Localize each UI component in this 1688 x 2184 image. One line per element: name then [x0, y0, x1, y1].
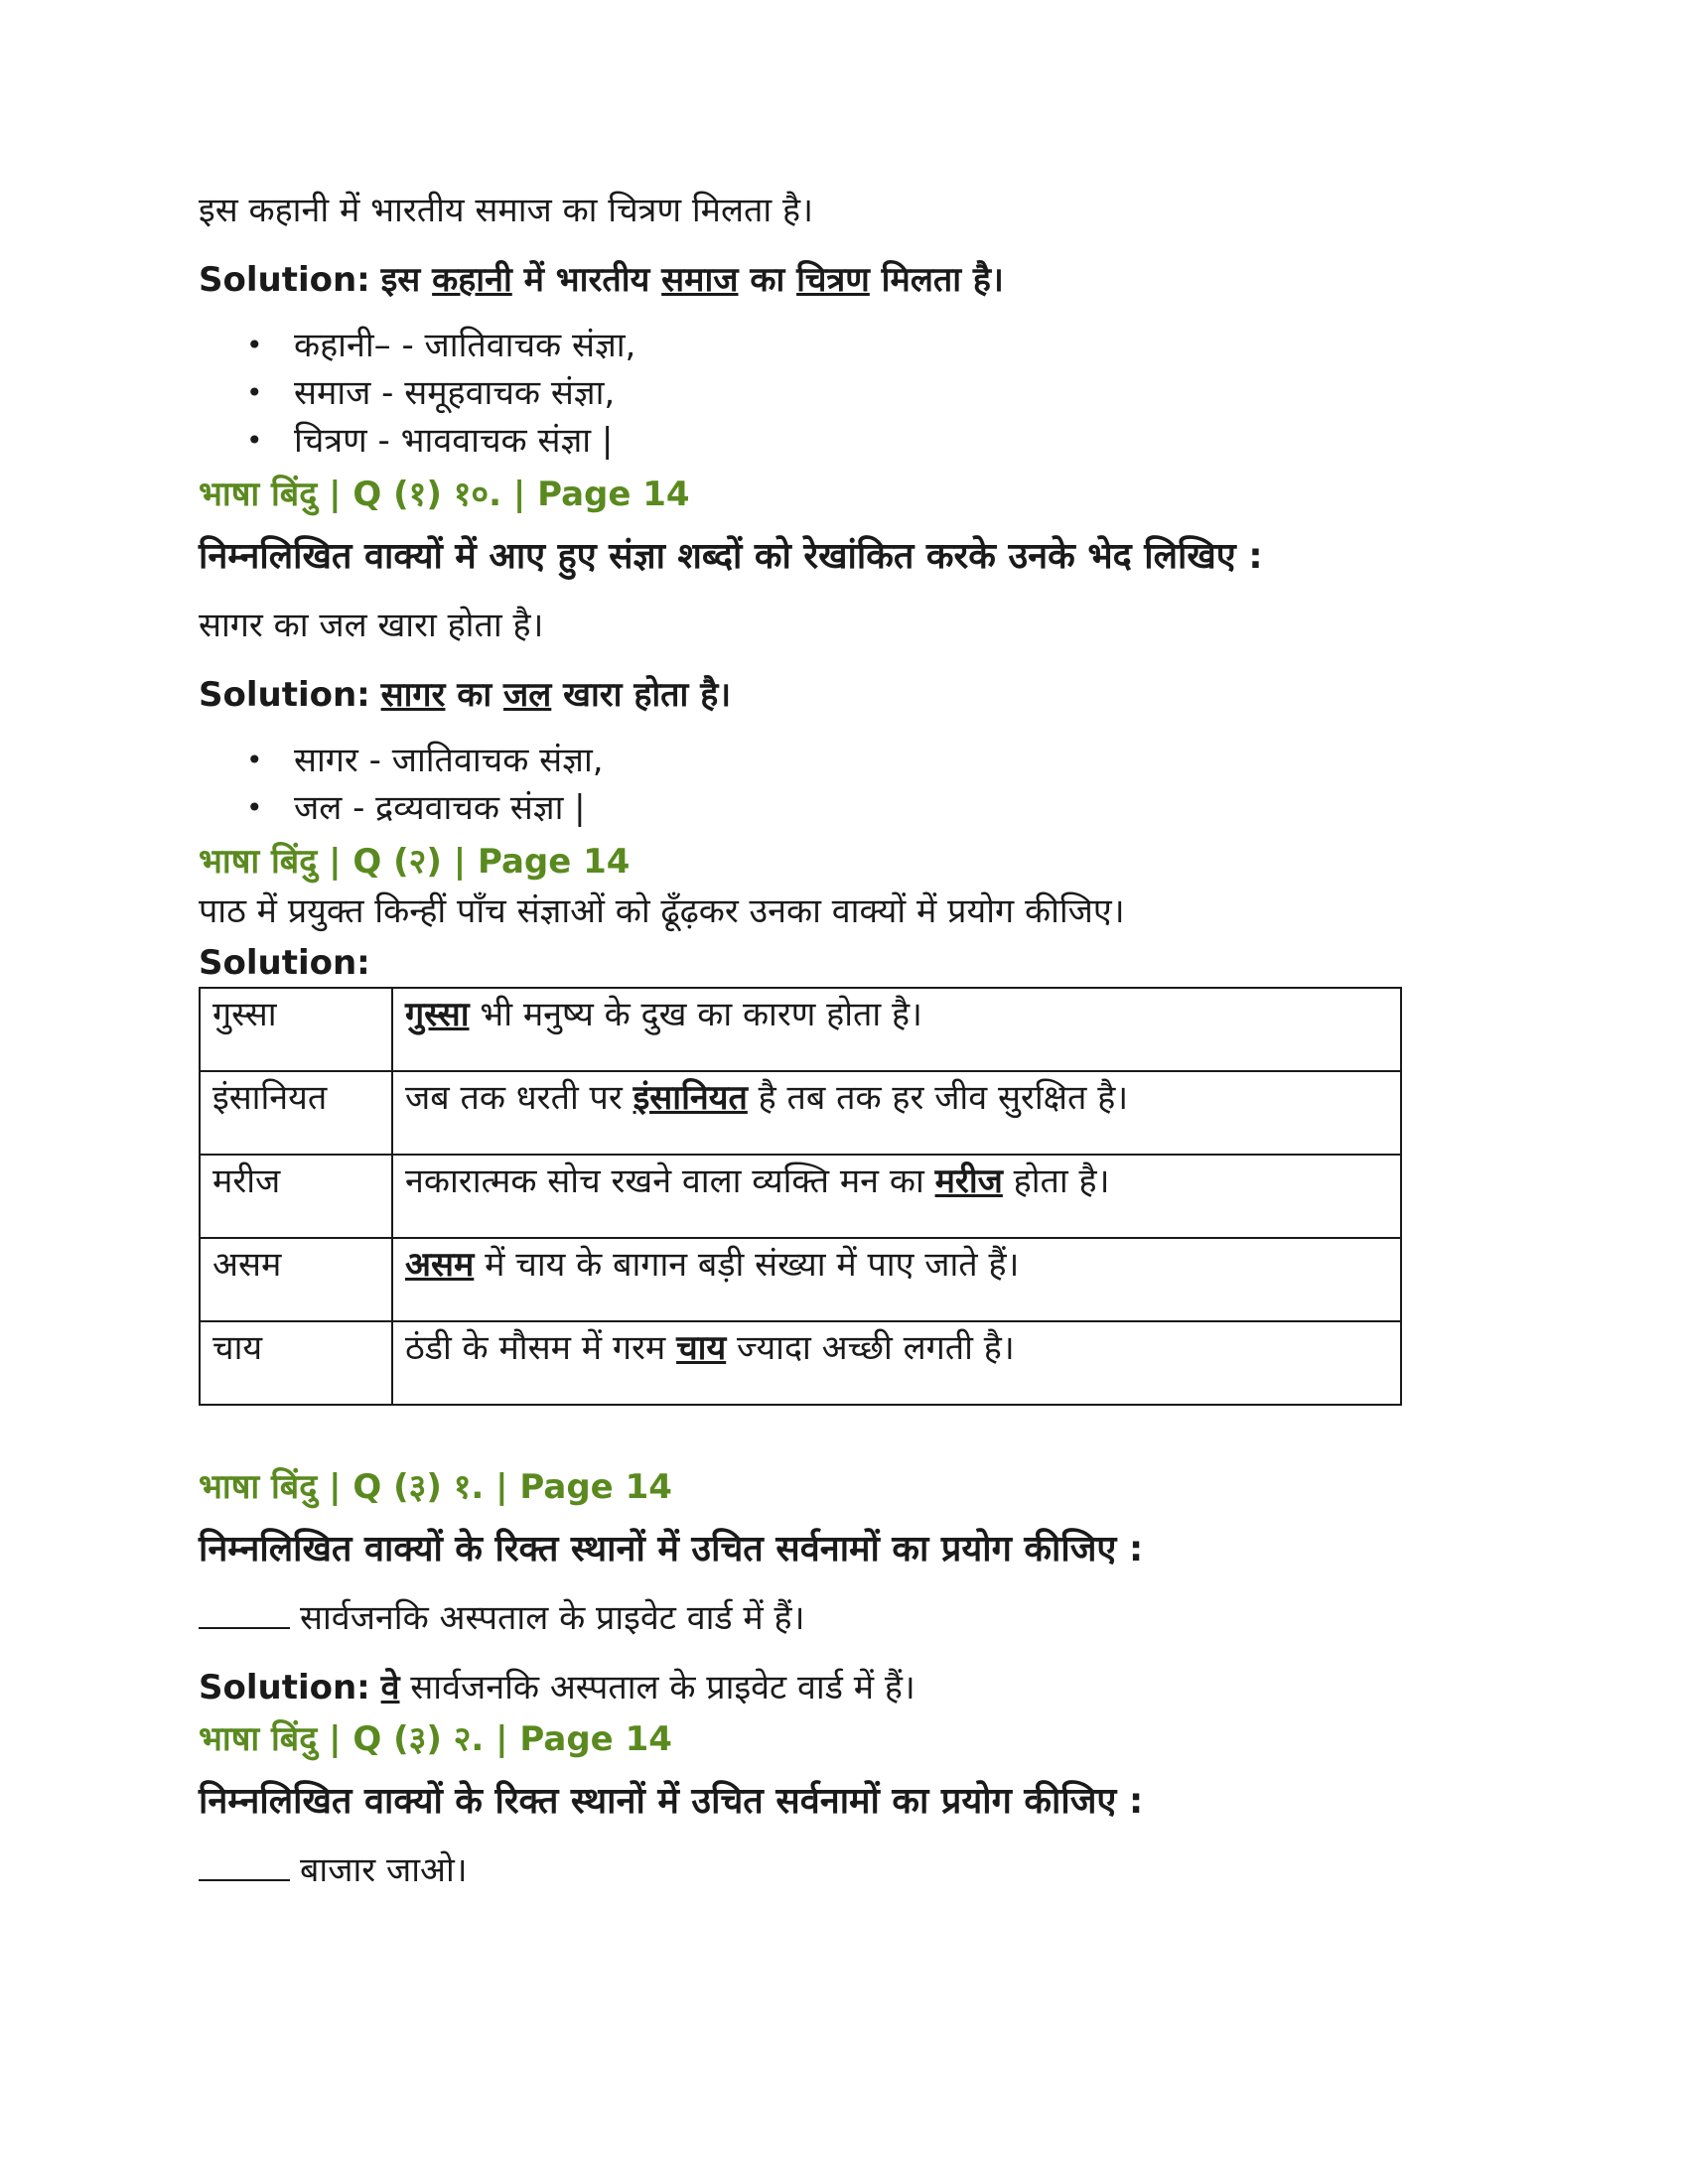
solution-label: Solution: [199, 943, 370, 983]
solution-label: Solution: [199, 675, 370, 715]
table-row [200, 1238, 1401, 1321]
noun-type-list [199, 322, 1489, 465]
table-cell-word: असम [200, 1238, 392, 1321]
solution-text: मिलता है। [869, 260, 1004, 300]
solution-line [199, 258, 1489, 302]
list-item: • सागर - जातिवाचक संज्ञा, [294, 737, 1489, 784]
table-row [200, 1321, 1401, 1405]
blank-line [199, 1597, 290, 1629]
solution-line [199, 941, 1489, 985]
fill-blank-sentence [199, 1848, 1489, 1892]
list-item: • जल - द्रव्यवाचक संज्ञा | [294, 784, 1489, 832]
question-title: निम्नलिखित वाक्यों में आए हुए संज्ञा शब्दों को रेखांकित करके उनके भेद लिखिए : [199, 536, 1263, 577]
question-sentence: सागर का जल खारा होता है। [199, 606, 544, 645]
solution-text: सार्वजनकि अस्पताल के प्राइवेट वार्ड में हैं। [399, 1668, 915, 1707]
sentence-text: ज्यादा अच्छी लगती है। [726, 1328, 1015, 1368]
answer-pronoun: वे [380, 1668, 400, 1707]
underlined-noun: जल [503, 675, 552, 715]
table-cell-sentence [392, 1071, 1401, 1155]
noun-type-list [199, 737, 1489, 832]
solution-text: खारा होता है। [551, 675, 732, 715]
underlined-noun: इंसानियत [633, 1078, 748, 1118]
question-text: पाठ में प्रयुक्त किन्हीं पाँच संज्ञाओं को ढूँढ़कर उनका वाक्यों में प्रयोग कीजिए। [199, 891, 1125, 931]
solution-line [199, 673, 1489, 717]
table-cell-word: इंसानियत [200, 1071, 392, 1155]
question-header: भाषा बिंदु | Q (३) १. | Page 14 [199, 1467, 672, 1507]
fill-blank-sentence [199, 1596, 1489, 1640]
table-cell-sentence [392, 1321, 1401, 1405]
solution-line [199, 1666, 1489, 1709]
table-cell-sentence [392, 988, 1401, 1071]
list-item: • समाज - समूहवाचक संज्ञा, [294, 369, 1489, 417]
question-header: भाषा बिंदु | Q (१) १०. | Page 14 [199, 475, 690, 514]
sentence-text: नकारात्मक सोच रखने वाला व्यक्ति मन का [405, 1161, 935, 1201]
table-row [200, 1155, 1401, 1238]
blank-line [199, 1849, 290, 1881]
underlined-noun: चाय [676, 1328, 727, 1368]
table-row [200, 988, 1401, 1071]
table-row [200, 1071, 1401, 1155]
list-item: • चित्रण - भाववाचक संज्ञा | [294, 417, 1489, 465]
sentence-text: बाजार जाओ। [300, 1850, 468, 1890]
table-cell-sentence [392, 1238, 1401, 1321]
question-title: निम्नलिखित वाक्यों के रिक्त स्थानों में उचित सर्वनामों का प्रयोग कीजिए : [199, 1781, 1144, 1822]
solution-text: इस [380, 260, 433, 300]
sentence-text: ठंडी के मौसम में गरम [405, 1328, 677, 1368]
underlined-noun: गुस्सा [405, 995, 470, 1034]
solution-label: Solution: [199, 260, 370, 300]
sentence-text: है तब तक हर जीव सुरक्षित है। [747, 1078, 1129, 1118]
solution-text: का [445, 675, 504, 715]
sentence-text: सार्वजनकि अस्पताल के प्राइवेट वार्ड में हैं। [300, 1598, 805, 1638]
question-header: भाषा बिंदु | Q (२) | Page 14 [199, 842, 631, 882]
sentence-text: होता है। [1002, 1161, 1110, 1201]
document-page [199, 189, 1489, 1892]
list-item: • कहानी– - जातिवाचक संज्ञा, [294, 322, 1489, 369]
question-title: निम्नलिखित वाक्यों के रिक्त स्थानों में उचित सर्वनामों का प्रयोग कीजिए : [199, 1529, 1144, 1570]
solution-label: Solution: [199, 1668, 370, 1707]
underlined-noun: मरीज [934, 1161, 1003, 1201]
solution-text: में भारतीय [511, 260, 662, 300]
table-cell-word: गुस्सा [200, 988, 392, 1071]
question-header: भाषा बिंदु | Q (३) २. | Page 14 [199, 1719, 672, 1759]
underlined-noun: सागर [380, 675, 446, 715]
underlined-noun: समाज [661, 260, 739, 300]
sentence-text: जब तक धरती पर [405, 1078, 633, 1118]
underlined-noun: कहानी [432, 260, 512, 300]
sentence-text: भी मनुष्य के दुख का कारण होता है। [469, 995, 922, 1034]
sentence-text: में चाय के बागान बड़ी संख्या में पाए जाते हैं। [474, 1245, 1020, 1285]
underlined-noun: असम [405, 1245, 475, 1285]
table-cell-word: चाय [200, 1321, 392, 1405]
underlined-noun: चित्रण [796, 260, 870, 300]
question-sentence: इस कहानी में भारतीय समाज का चित्रण मिलता है। [199, 191, 813, 230]
table-cell-word: मरीज [200, 1155, 392, 1238]
solution-text: का [738, 260, 797, 300]
solution-table [199, 987, 1402, 1406]
table-cell-sentence [392, 1155, 1401, 1238]
